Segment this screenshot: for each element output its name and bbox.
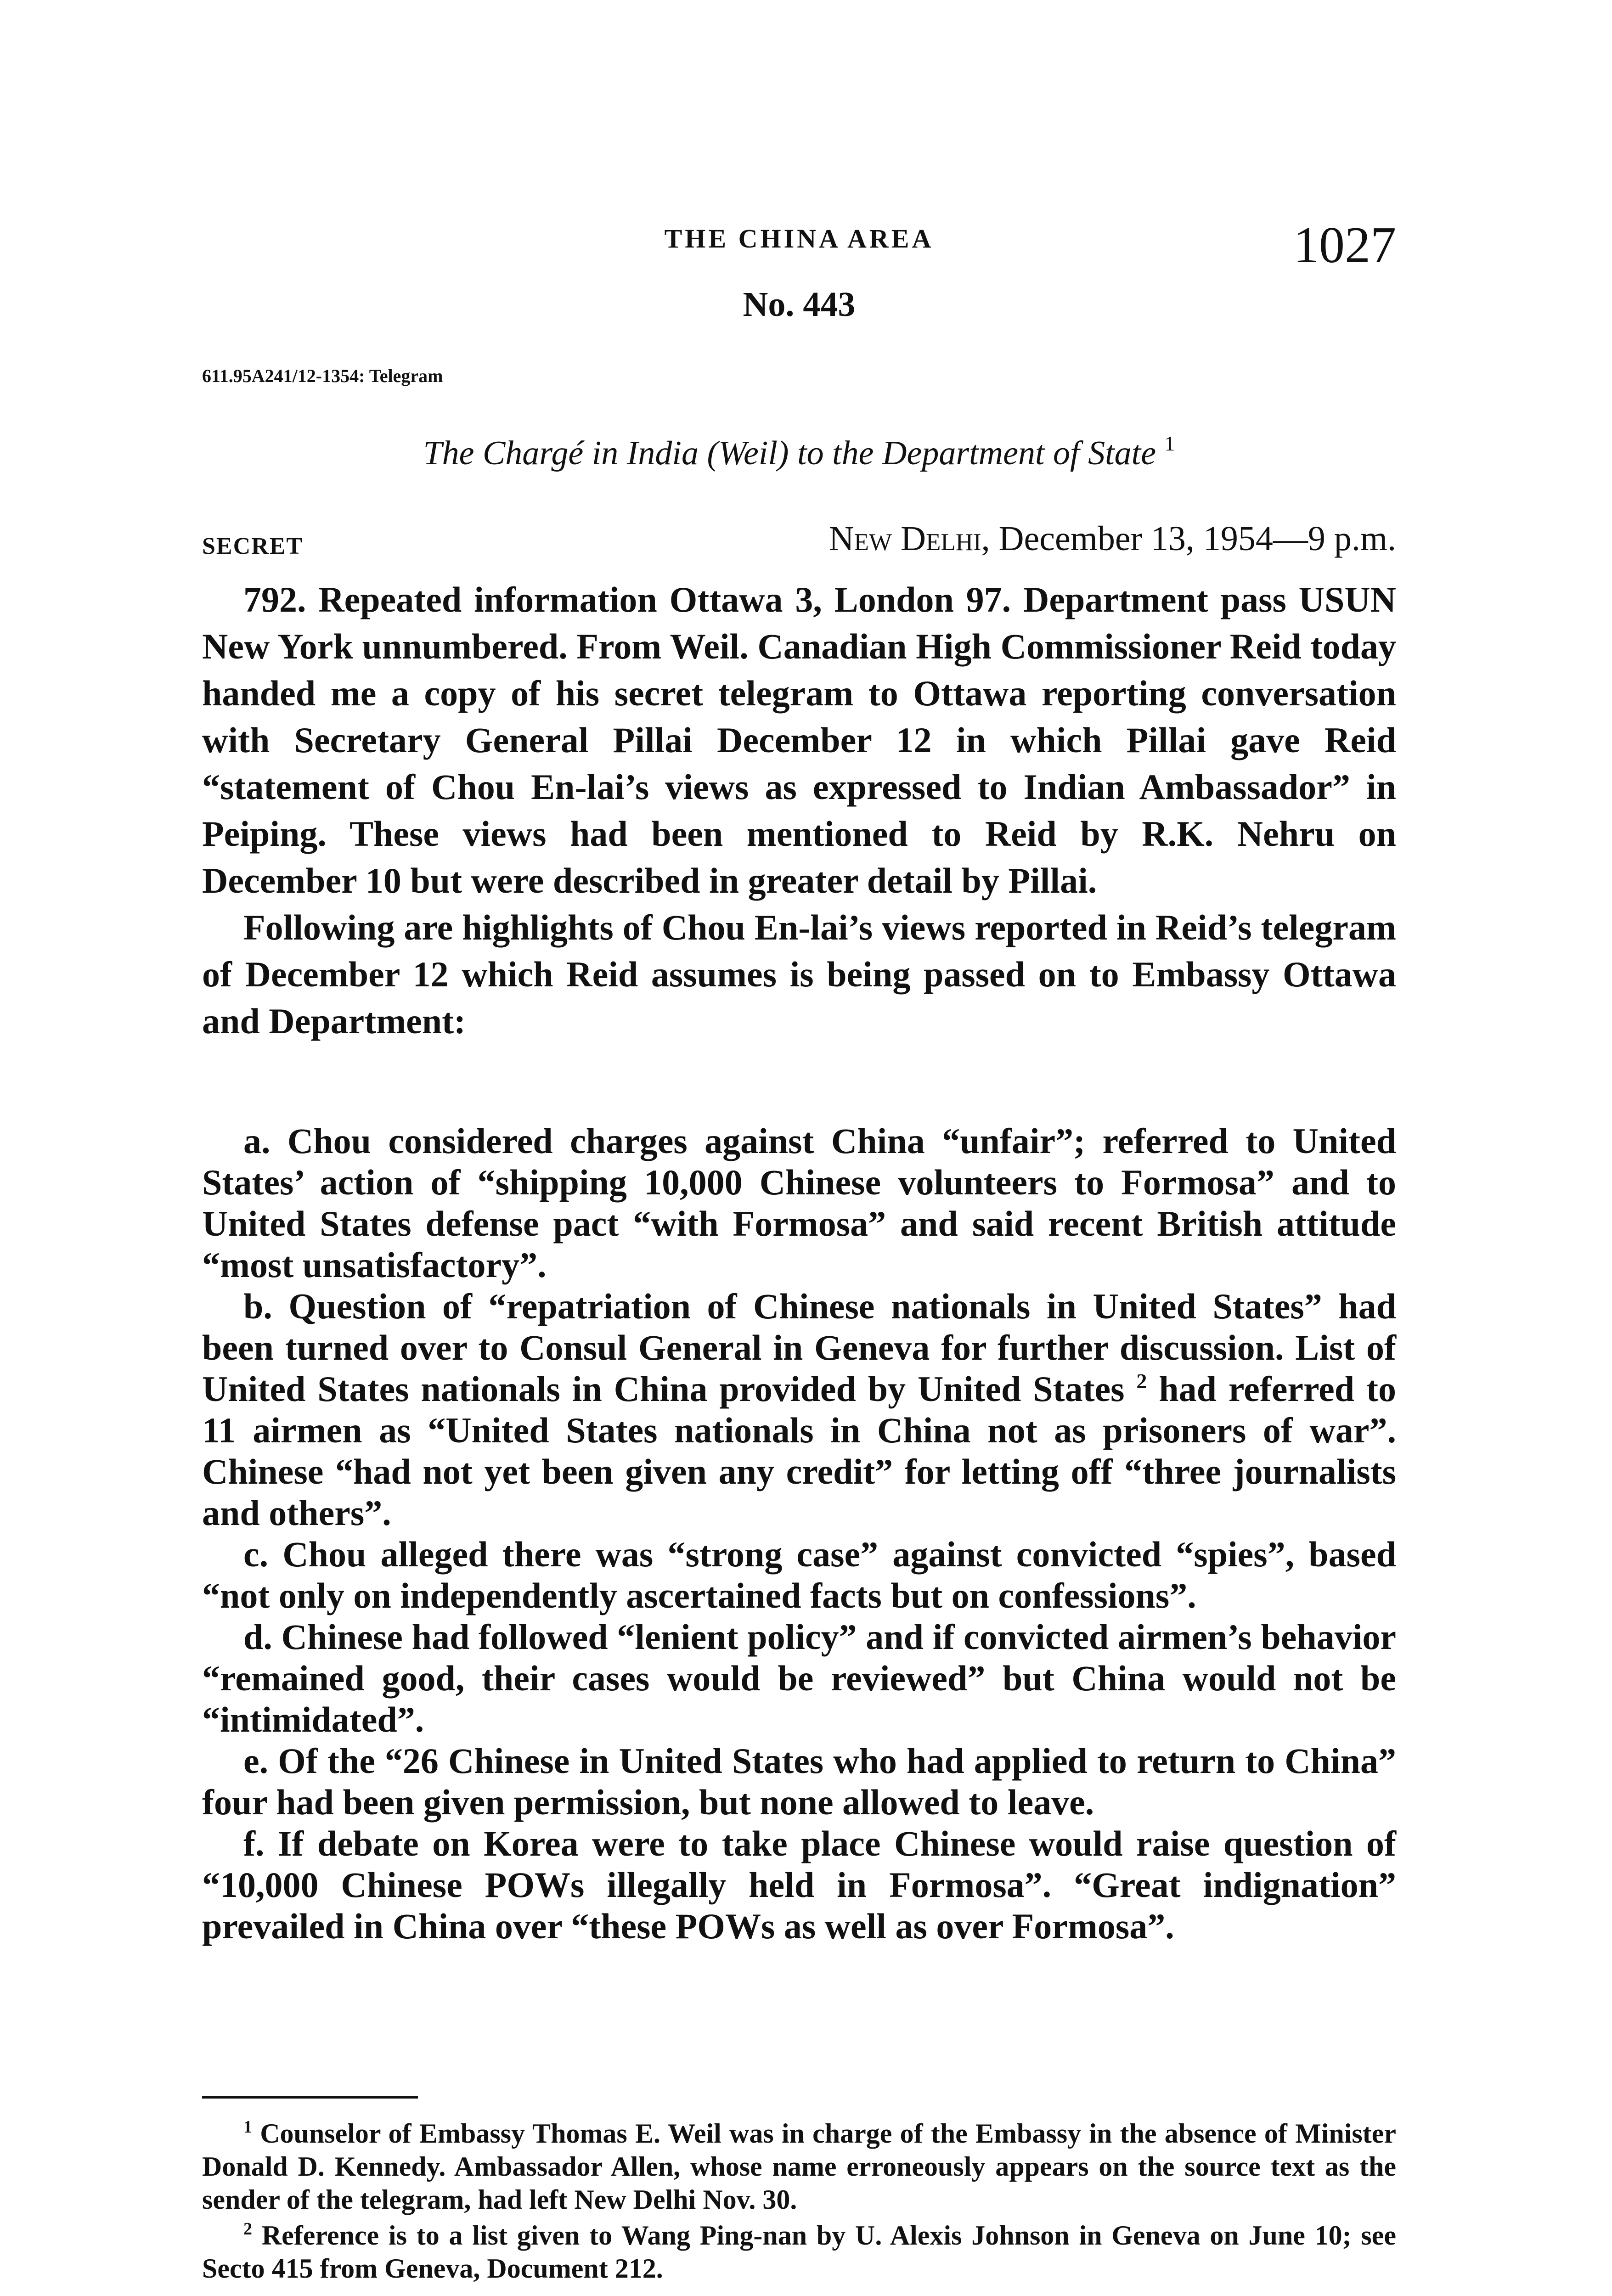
footnote-2 — [202, 2219, 1396, 2285]
body-paragraph: 792. Repeated information Ottawa 3, London 97. Department pass USUN New York unnumbered. From Weil. Canadian High Commissioner Reid today handed me a copy of his secret telegram to Ottawa reporting conversation with Secretary General Pillai December 12 in which Pillai gave Reid “statement of Chou En-lai’s views as expressed to Indian Ambassador” in Peiping. These views had been mentioned to Reid by R.K. Nehru on December 10 but were described in greater detail by Pillai. — [202, 580, 1396, 900]
footnotes — [202, 2117, 1396, 2288]
document-page — [202, 0, 1396, 2296]
dateline-date: , December 13, 1954—9 p.m. — [981, 519, 1396, 558]
list-item — [202, 1286, 1396, 1534]
footnote-marker-2: 2 — [1136, 1369, 1147, 1393]
footnote-2-mark: 2 — [243, 2219, 252, 2239]
highlights-list — [202, 1120, 1396, 1947]
file-reference: 611.95A241/12-1354: Telegram — [202, 366, 443, 386]
footnote-1-mark: 1 — [243, 2117, 252, 2137]
dateline — [829, 519, 1396, 559]
document-heading-text: The Chargé in India (Weil) to the Department of State — [423, 434, 1156, 472]
page-number: 1027 — [1293, 217, 1396, 274]
footnote-marker-1: 1 — [1164, 432, 1175, 455]
body-paragraph: Following are highlights of Chou En-lai’s views reported in Reid’s telegram of December 12 which Reid assumes is being passed on to Embassy Ottawa and Department: — [202, 907, 1396, 1041]
footnote-divider — [202, 2096, 418, 2099]
list-item-text: b. Question of “repatriation of Chinese nationals in United States” had been turned over to Consul General in Geneva for further discussion. List of United States nationals in China provided by United States — [202, 1286, 1396, 1409]
document-heading — [202, 434, 1396, 473]
list-item: c. Chou alleged there was “strong case” against convicted “spies”, based “not only on independently ascertained facts but on confessions”. — [202, 1534, 1396, 1615]
list-item: d. Chinese had followed “lenient policy” and if convicted airmen’s behavior “remained good, their cases would be reviewed” but China would not be “intimidated”. — [202, 1617, 1396, 1739]
list-item-text: had referred to 11 airmen as “United States nationals in China not as prisoners of war”. Chinese “had not yet been given any credit” for letting off “three journalists and others”. — [202, 1369, 1396, 1533]
footnote-1-text: Counselor of Embassy Thomas E. Weil was in charge of the Embassy in the absence of Minister Donald D. Kennedy. Ambassador Allen, whose name erroneously appears on the source text as the sender of the telegram, had left New Delhi Nov. 30. — [202, 2118, 1396, 2215]
document-number: No. 443 — [743, 285, 856, 324]
list-item: a. Chou considered charges against China “unfair”; referred to United States’ action of “shipping 10,000 Chinese volunteers to Formosa” and to United States defense pact “with Formosa” and said recent British attitude “most unsatisfactory”. — [202, 1121, 1396, 1285]
footnote-1 — [202, 2117, 1396, 2216]
footnote-2-text: Reference is to a list given to Wang Ping-nan by U. Alexis Johnson in Geneva on June 10; see Secto 415 from Geneva, Document 212. — [202, 2220, 1396, 2284]
running-title: THE CHINA AREA — [664, 224, 934, 253]
telegram-body — [202, 576, 1396, 1045]
running-header — [202, 216, 1396, 274]
classification-label: SECRET — [202, 533, 304, 559]
list-item: e. Of the “26 Chinese in United States who had applied to return to China” four had been given permission, but none allowed to leave. — [202, 1741, 1396, 1822]
dateline-place: New Delhi — [829, 519, 981, 558]
list-item: f. If debate on Korea were to take place Chinese would raise question of “10,000 Chinese POWs illegally held in Formosa”. “Great indignation” prevailed in China over “these POWs as well as over Formosa”. — [202, 1823, 1396, 1946]
